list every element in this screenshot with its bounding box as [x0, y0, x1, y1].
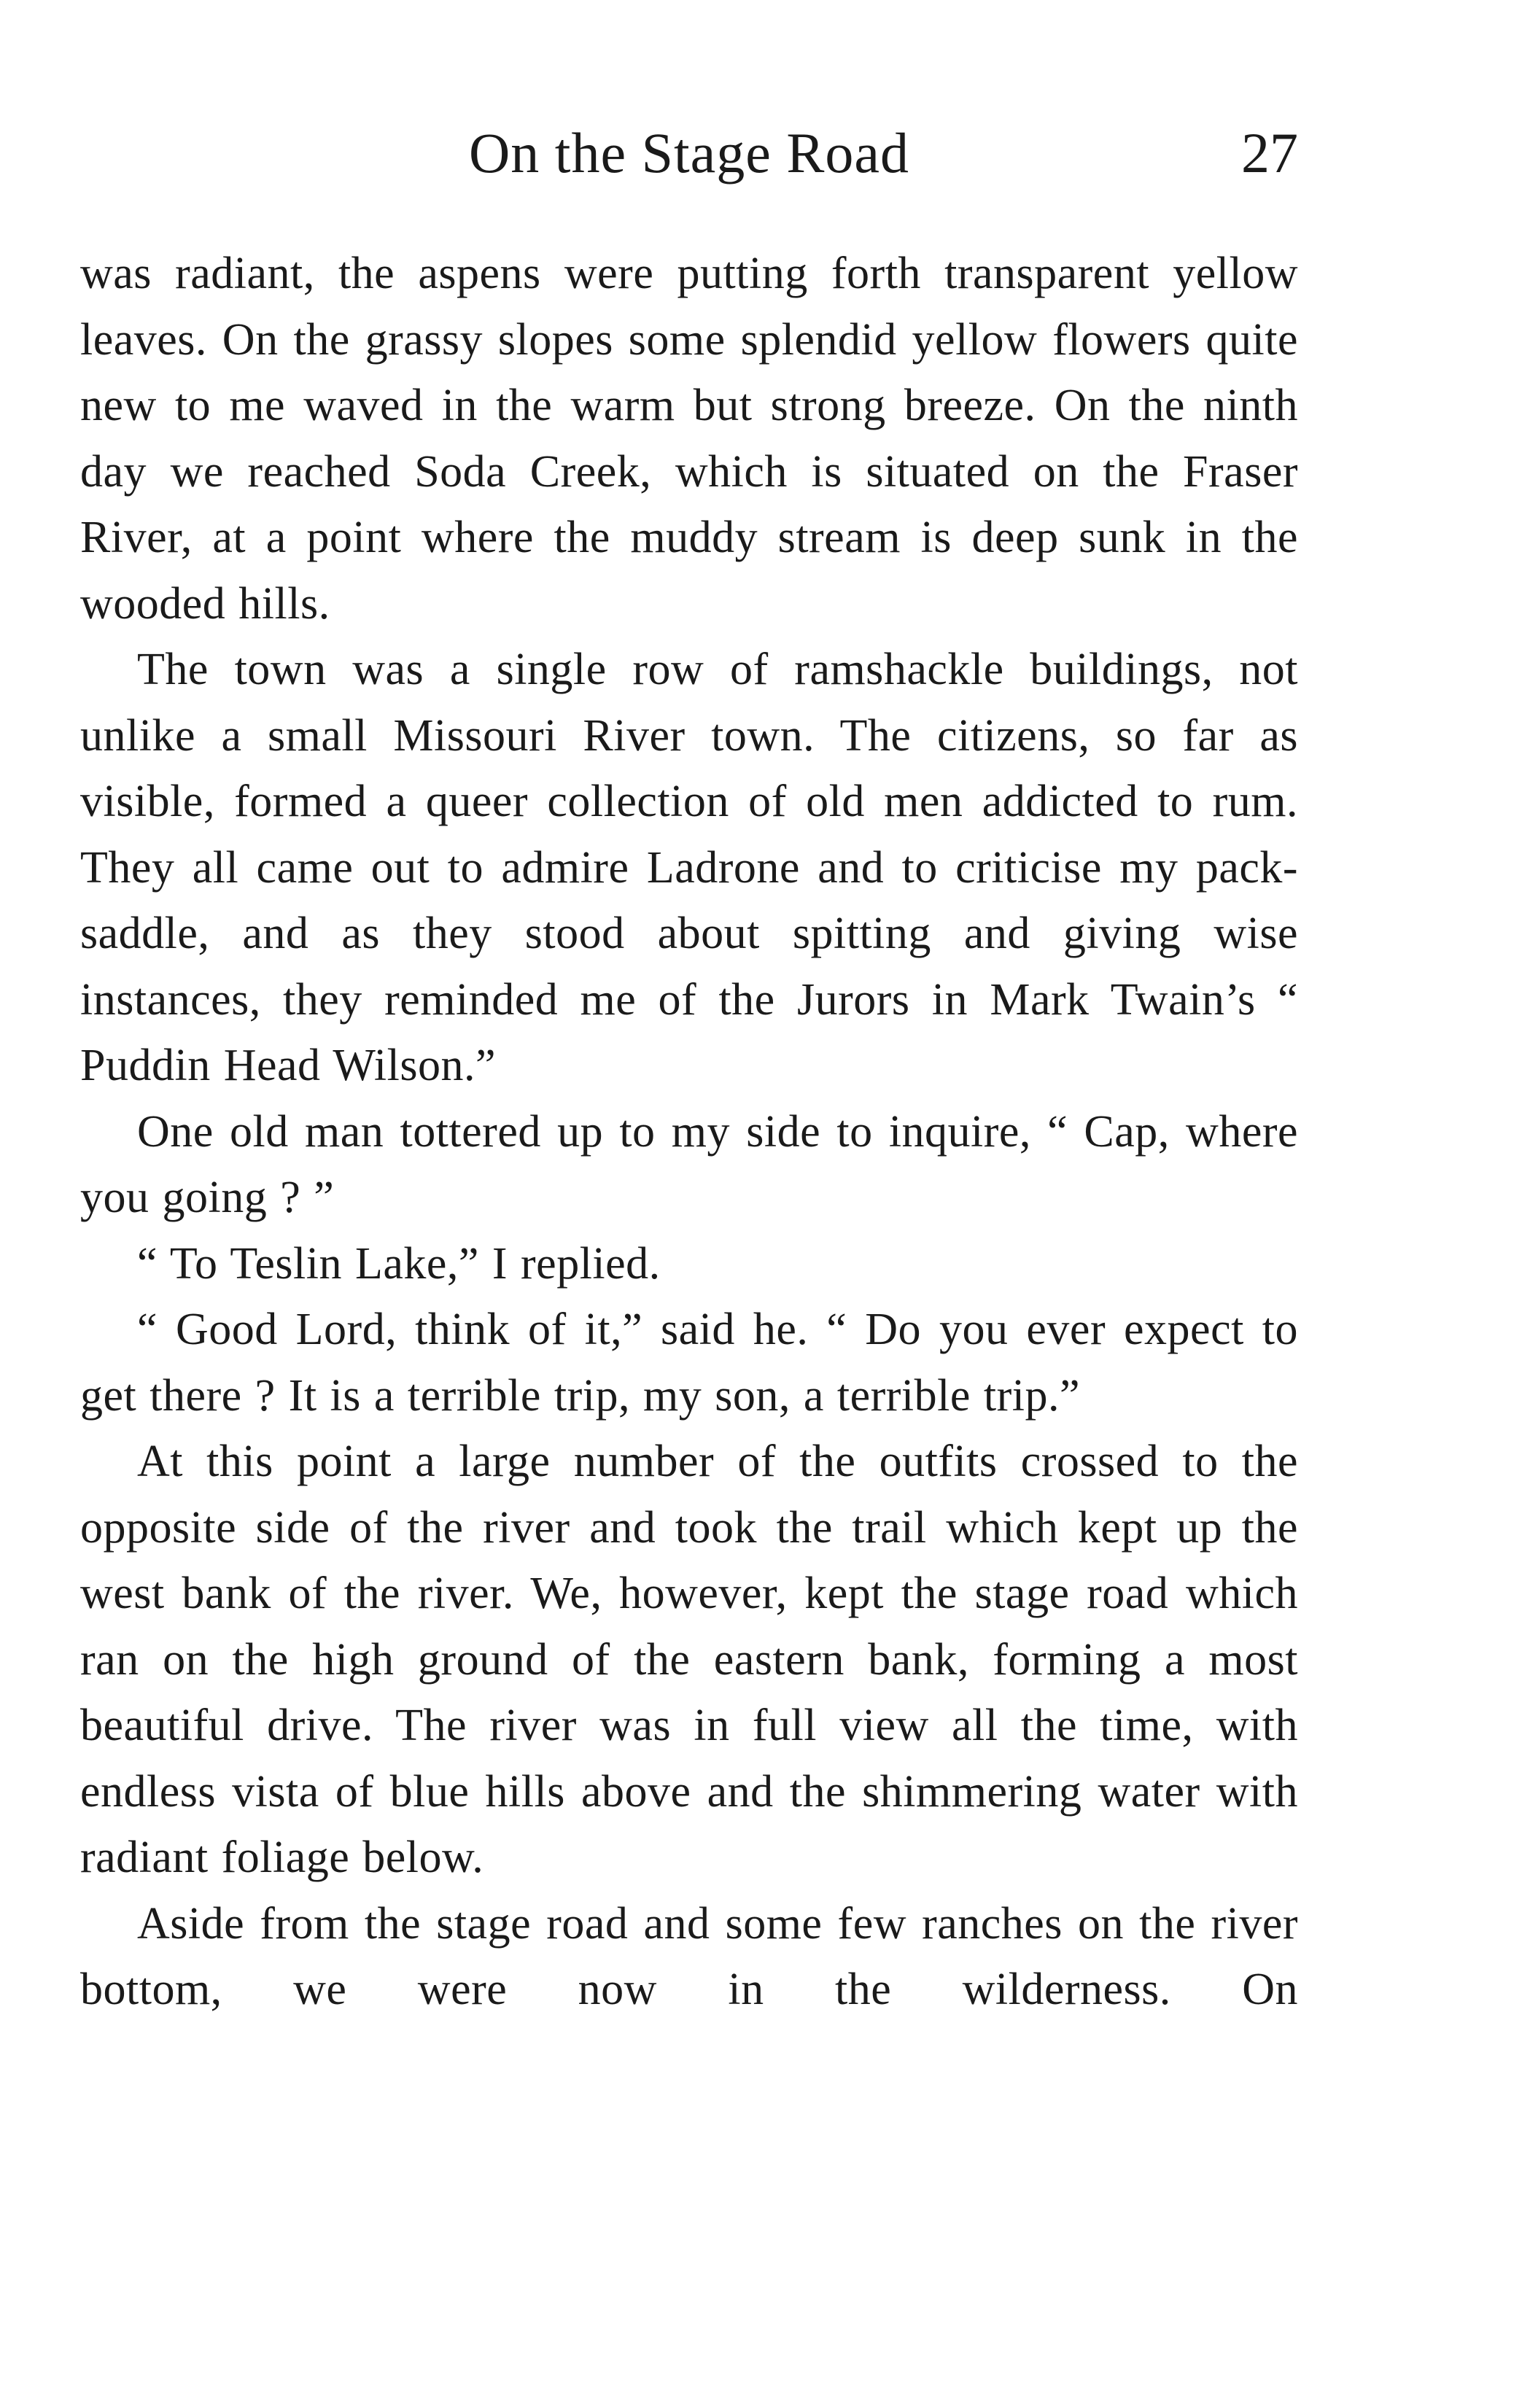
paragraph: The town was a single row of ramshackle buildings, not unlike a small Missouri River town. The citizens, so far as visible, formed a queer collection of old men addicted to rum. They all came out to admire Ladrone and to criticise my pack-saddle, and as they stood about spitting and giving wise instances, they reminded me of the Jurors in Mark Twain’s “ Puddin Head Wilson.” — [80, 645, 1298, 1090]
paragraph: At this point a large number of the outfits crossed to the opposite side of the river and took the trail which kept up the west bank of the river. We, however, kept the stage road which ran on the high ground of the eastern bank, forming a most beautiful drive. The river was in full view all the time, with endless vista of blue hills above and the shimmering water with radiant foliage below. — [80, 1437, 1298, 1882]
paragraph-continues: Aside from the stage road and some few ranches on the river bottom, we were now in the wilderness. On — [80, 1898, 1298, 2014]
paragraph-continued: was radiant, the aspens were putting forth transparent yellow leaves. On the grassy slopes some splendid yellow flowers quite new to me waved in the warm but strong breeze. On the ninth day we reached Soda Creek, which is situated on the Fraser River, at a point where the muddy stream is deep sunk in the wooded hills. — [80, 249, 1298, 629]
paragraph: “ Good Lord, think of it,” said he. “ Do you ever expect to get there ? It is a terrible trip, my son, a terrible trip.” — [80, 1305, 1298, 1421]
paragraph: “ To Teslin Lake,” I replied. — [137, 1238, 661, 1289]
running-title: On the Stage Road — [468, 121, 910, 185]
page-number: 27 — [1241, 121, 1298, 185]
running-head — [80, 117, 1298, 190]
paragraph: One old man tottered up to my side to inquire, “ Cap, where you going ? ” — [80, 1106, 1298, 1222]
body-text — [80, 241, 1298, 2023]
